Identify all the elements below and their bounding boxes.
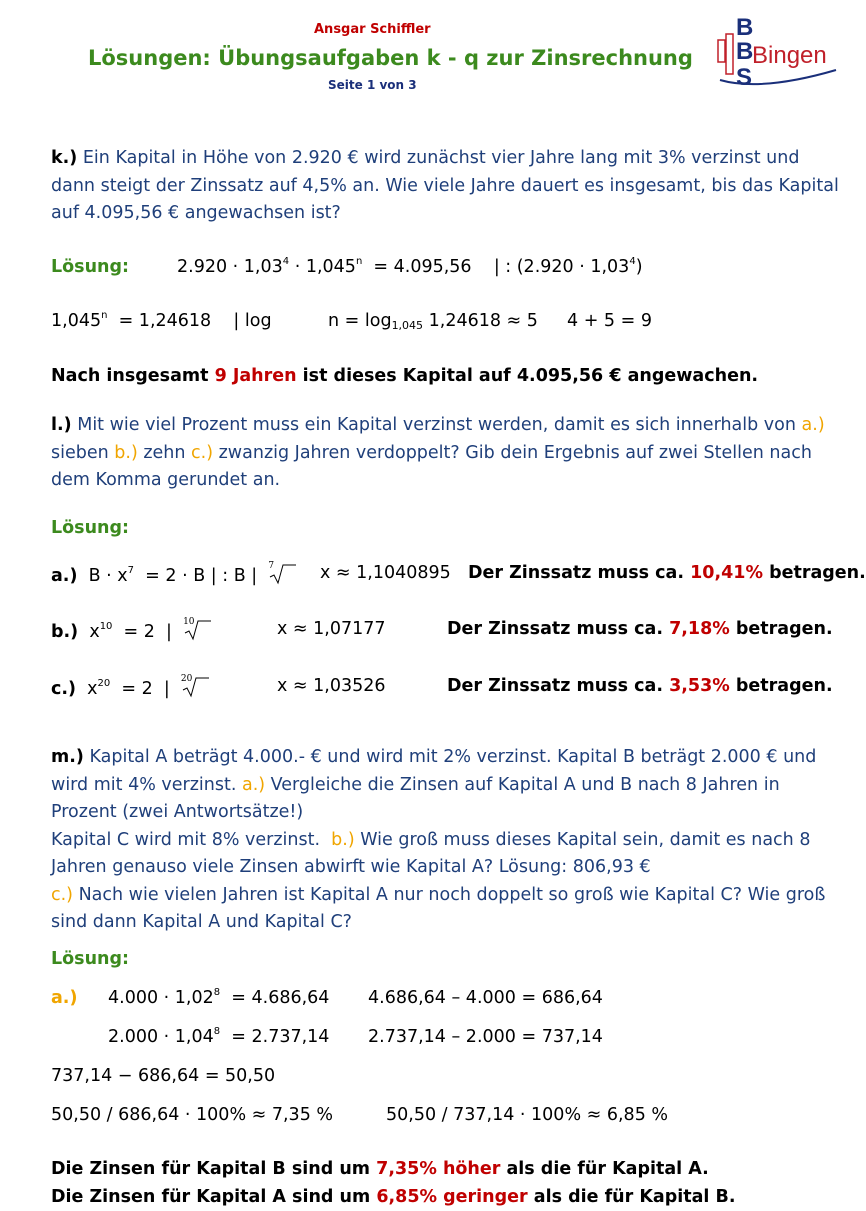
exponent: n — [101, 310, 108, 321]
question-m-text: Kapital C wird mit 8% verzinst. — [51, 829, 332, 850]
exponent: 4 — [629, 256, 636, 267]
sub-label: b.) — [114, 442, 138, 463]
exponent: 4 — [282, 256, 290, 267]
root-icon: 20 — [181, 676, 209, 698]
exponent: n — [355, 256, 363, 267]
eq-part: = 4.095,56 | : (2.920 · 1,03 — [362, 257, 630, 277]
eq-part: = 2 | — [112, 622, 172, 642]
row-label: a.) — [51, 566, 78, 586]
eq-part: 1,24618 ≈ 5 — [423, 311, 538, 331]
question-l-text: zehn — [137, 442, 192, 463]
equation-k3 — [328, 311, 538, 331]
answer-text: Nach insgesamt — [51, 366, 215, 386]
solution-m-a-label: a.) — [51, 988, 78, 1008]
sub-label: c.) — [51, 884, 74, 905]
row-label: c.) — [51, 679, 77, 699]
solution-m-line1: $4.000 \cdot 1,02^8 = 4.686,64$ — [108, 987, 330, 1008]
equation-k2 — [51, 311, 272, 331]
eq-part: x — [87, 679, 98, 699]
question-m-text: Vergleiche die Zinsen auf Kapital A und B nach 8 Jahren in Prozent (zwei Antwortsätze!) — [51, 774, 780, 822]
row-result: x ≈ 1,03526 — [277, 676, 386, 696]
solution-m-line2: $2.000 \cdot 1,04^8 = 2.737,14$ — [108, 1026, 330, 1047]
question-l-text: zwanzig Jahren verdoppelt? Gib dein Ergebnis auf zwei Stellen nach dem Komma gerundet an. — [51, 442, 812, 490]
answer-m-2: Die Zinsen für Kapital A sind um 6,85% geringer als die für Kapital B. — [51, 1187, 736, 1207]
bbs-logo — [708, 14, 840, 96]
exponent: 7 — [127, 565, 135, 576]
eq-part: 1,045 — [51, 311, 102, 331]
log-base: 1,045 — [391, 319, 424, 332]
root-icon: 7 — [268, 563, 296, 585]
row-eq — [51, 619, 211, 642]
question-m-text: Kapital A beträgt 4.000.- € und wird mit 2% verzinst. Kapital B beträgt 2.000 € und wird mit 4% verzinst. — [51, 747, 817, 795]
question-m — [51, 744, 841, 937]
row-answer: Der Zinssatz muss ca. 3,53% betragen. — [447, 676, 833, 696]
label-m: m.) — [51, 747, 84, 767]
solution-m-line4b: 50,50 / 737,14 · 100% ≈ 6,85 % — [386, 1105, 669, 1125]
exponent: 20 — [97, 678, 111, 689]
row-result: x ≈ 1,1040895 — [320, 563, 451, 583]
answer-m-1: Die Zinsen für Kapital B sind um 7,35% höher als die für Kapital A. — [51, 1159, 709, 1179]
solution-m-line3: 737,14 − 686,64 = 50,50 — [51, 1066, 276, 1086]
eq-part: · 1,045 — [289, 257, 356, 277]
solution-m-line1b: 4.686,64 – 4.000 = 686,64 — [368, 988, 603, 1008]
label-k: k.) — [51, 148, 78, 168]
solution-m-line2b: 2.737,14 – 2.000 = 737,14 — [368, 1027, 603, 1047]
page-title: Lösungen: Übungsaufgaben k - q zur Zinsrechnung — [88, 46, 693, 70]
question-m-text: Wie groß muss dieses Kapital sein, damit es nach 8 Jahren genauso viele Zinsen abwirft wie Kapital A? Lösung: 806,93 € — [51, 829, 811, 877]
question-l — [51, 412, 841, 495]
question-k — [51, 145, 841, 228]
question-m-text: Nach wie vielen Jahren ist Kapital A nur noch doppelt so groß wie Kapital C? Wie groß sind dann Kapital A und Kapital C? — [51, 884, 826, 932]
eq-part: n = log — [328, 311, 392, 331]
equation-k4: 4 + 5 = 9 — [567, 311, 652, 331]
eq-part: x — [89, 622, 100, 642]
logo-letter-b1: B — [736, 14, 754, 41]
row-result: x ≈ 1,07177 — [277, 619, 386, 639]
answer-k — [51, 366, 758, 386]
row-answer: Der Zinssatz muss ca. 7,18% betragen. — [447, 619, 833, 639]
eq-part: 2.920 · 1,03 — [177, 257, 283, 277]
solution-m-line4a: 50,50 / 686,64 · 100% ≈ 7,35 % — [51, 1105, 334, 1125]
loesung-l: Lösung: — [51, 518, 130, 538]
eq-part: = 2 · B | : B | — [134, 566, 258, 586]
eq-part: ) — [635, 257, 643, 277]
row-eq — [51, 563, 296, 586]
row-answer: Der Zinssatz muss ca. 10,41% betragen. — [468, 563, 866, 583]
logo-word: Bingen — [752, 42, 827, 69]
sub-label: b.) — [331, 829, 355, 850]
eq-part: = 2 | — [110, 679, 170, 699]
sub-label: a.) — [801, 415, 825, 435]
sub-label: a.) — [241, 774, 266, 795]
eq-part: B · x — [88, 566, 128, 586]
equation-k1 — [177, 257, 643, 277]
label-l: l.) — [51, 415, 72, 435]
loesung-m: Lösung: — [51, 949, 130, 969]
root-icon: 10 — [183, 619, 211, 641]
loesung-k: Lösung: — [51, 257, 130, 277]
page-number: Seite 1 von 3 — [328, 78, 417, 92]
logo-letter-b2: B — [736, 38, 754, 65]
eq-part: = 1,24618 | log — [107, 311, 272, 331]
answer-text: ist dieses Kapital auf 4.095,56 € angewachen. — [296, 366, 759, 386]
row-eq — [51, 676, 209, 699]
logo-letter-s: S — [736, 64, 753, 91]
question-l-text: sieben — [51, 442, 115, 463]
row-label: b.) — [51, 622, 79, 642]
answer-highlight: 9 Jahren — [214, 366, 297, 386]
author: Ansgar Schiffler — [314, 22, 431, 37]
sub-label: c.) — [191, 442, 214, 463]
question-k-text: Ein Kapital in Höhe von 2.920 € wird zunächst vier Jahre lang mit 3% verzinst und dann steigt der Zinssatz auf 4,5% an. Wie viele Jahre dauert es insgesamt, bis das Kapital auf 4.095,56 € angewachsen ist? — [51, 148, 839, 223]
exponent: 10 — [99, 621, 113, 632]
question-l-text: Mit wie viel Prozent muss ein Kapital verzinst werden, damit es sich innerhalb von — [71, 415, 796, 435]
